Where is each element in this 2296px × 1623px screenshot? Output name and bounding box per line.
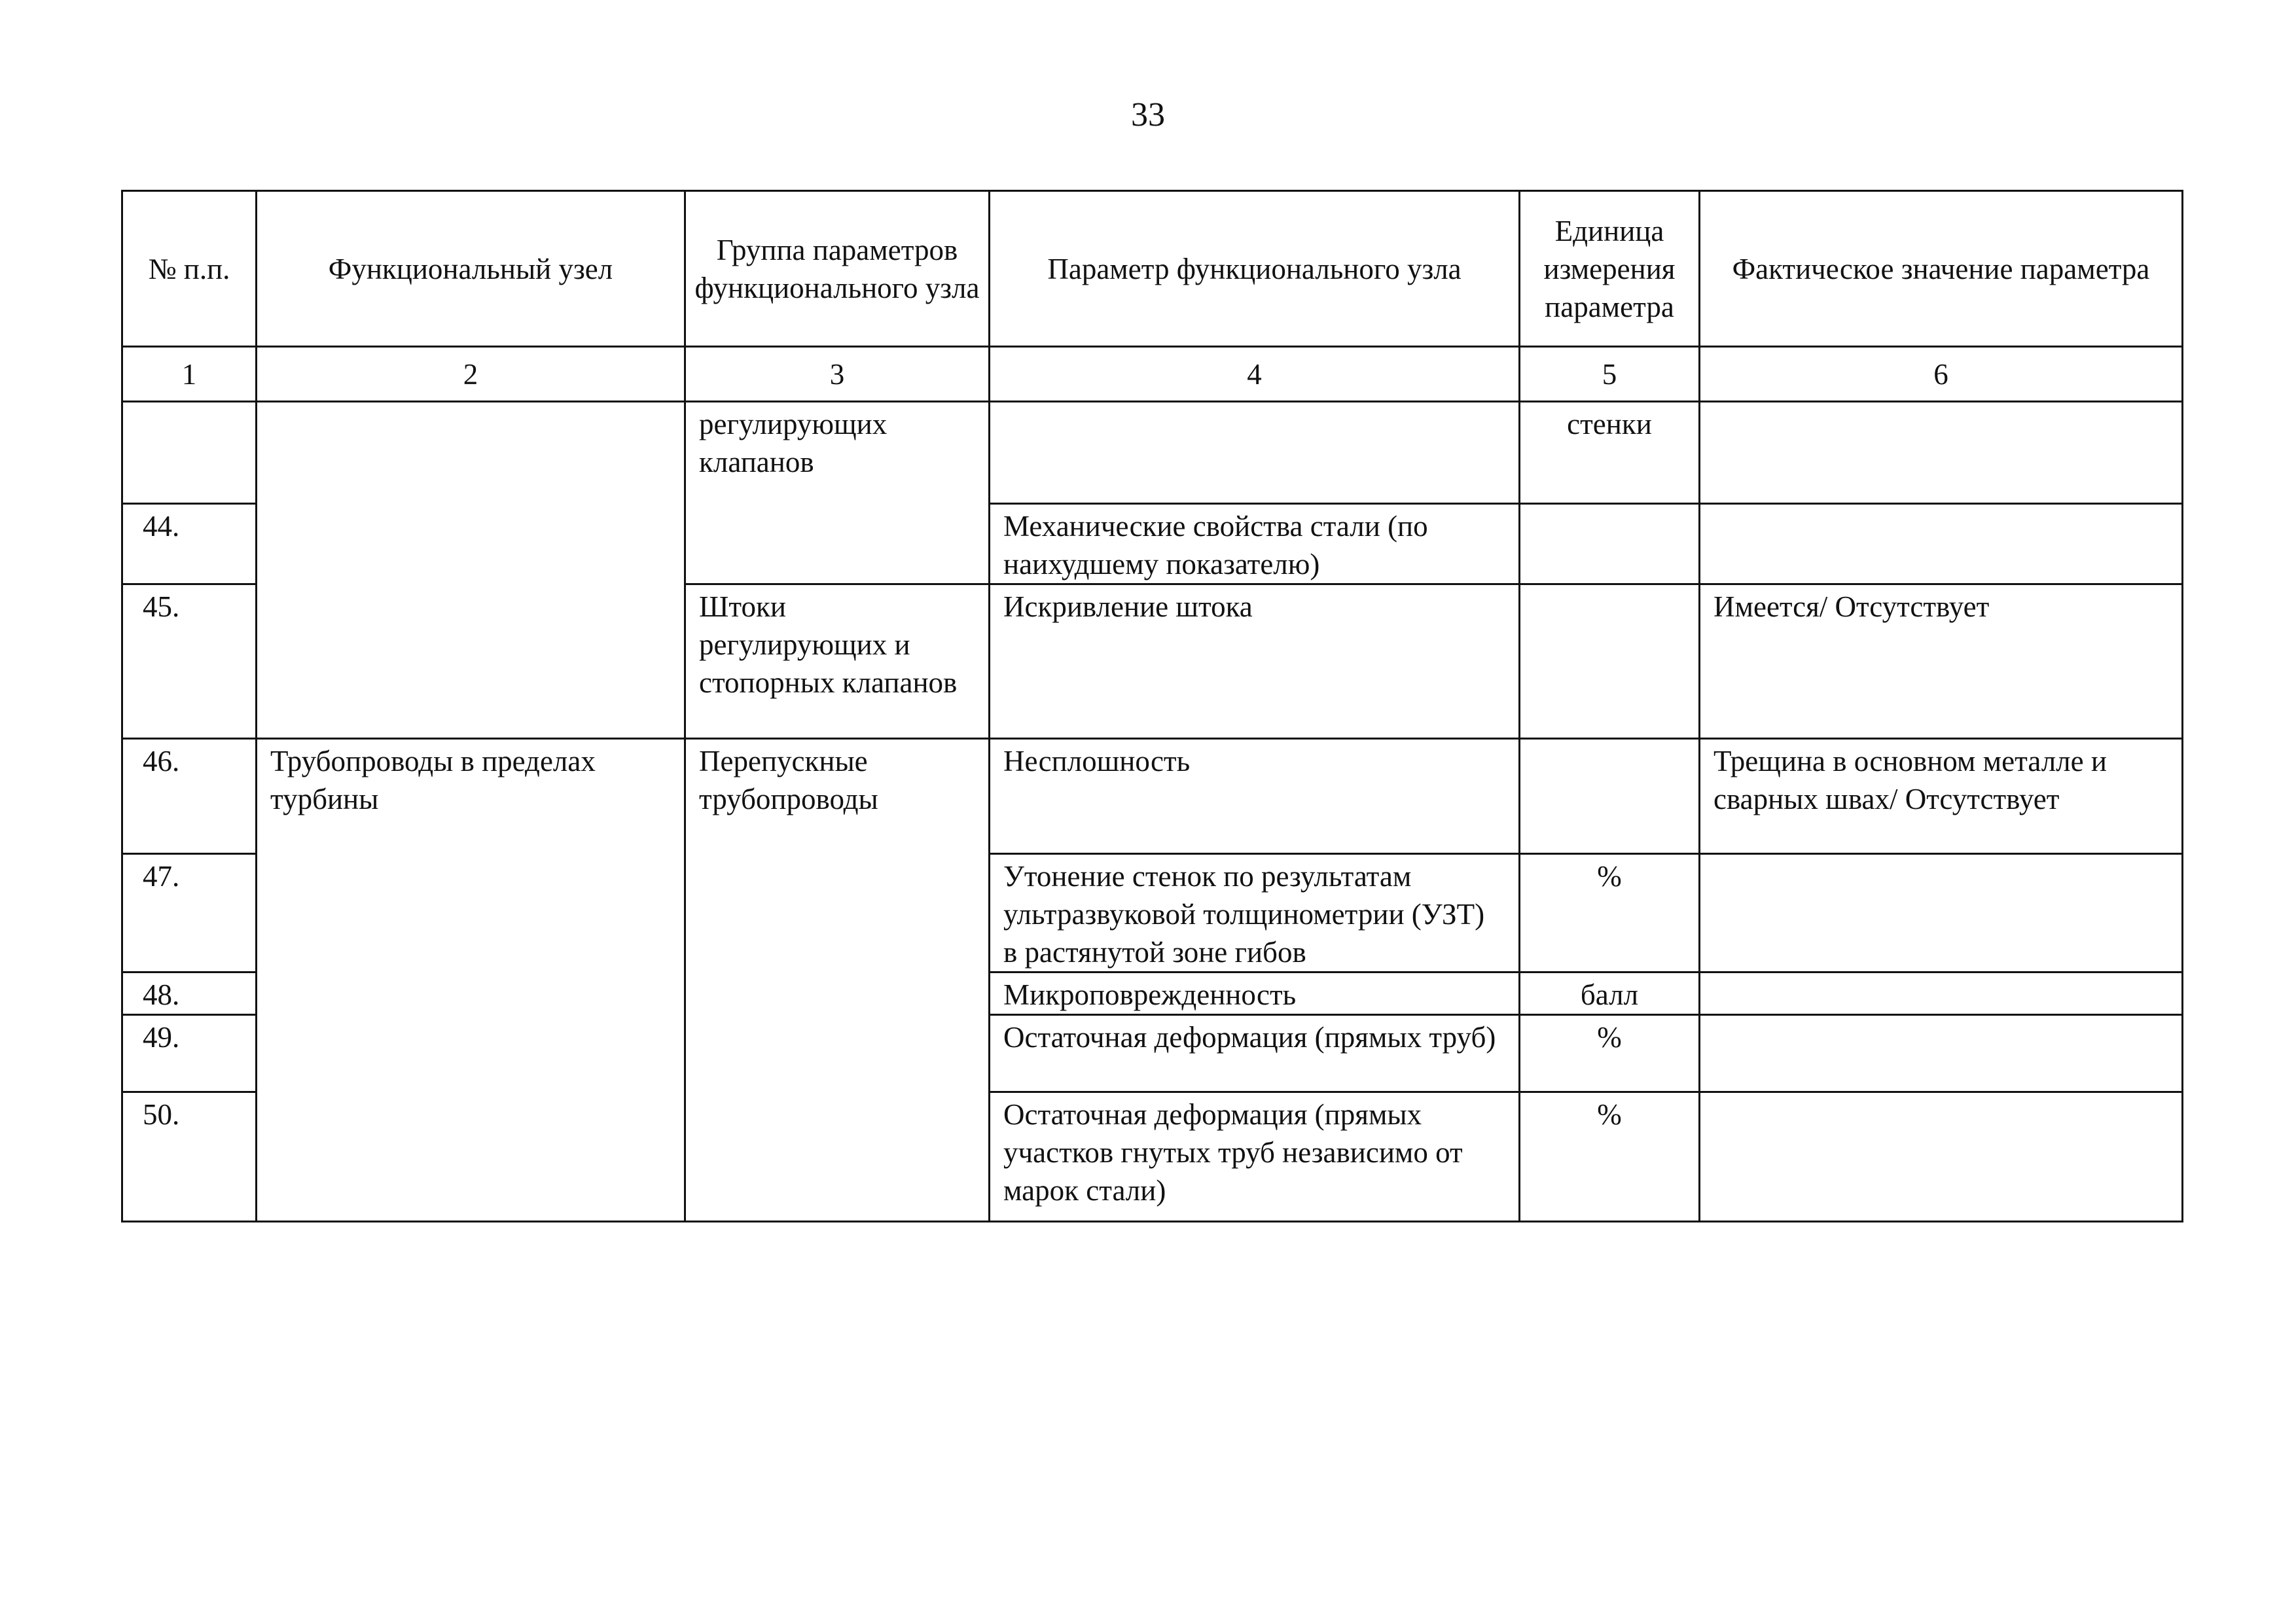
column-number: 3 <box>685 347 990 402</box>
row-number-cell: 49. <box>122 1015 257 1092</box>
value-cell <box>1700 972 2183 1015</box>
parameter-cell: Остаточная деформация (прямых участков гнутых труб независимо от марок стали) <box>990 1092 1520 1222</box>
value-cell <box>1700 1092 2183 1222</box>
unit-cell: стенки <box>1520 402 1700 504</box>
row-number-cell <box>122 402 257 504</box>
header-parameter-group: Группа параметров функционального узла <box>685 191 990 347</box>
value-cell <box>1700 402 2183 504</box>
row-number-cell: 48. <box>122 972 257 1015</box>
row-number-cell: 46. <box>122 739 257 854</box>
unit-cell <box>1520 504 1700 584</box>
row-number-cell: 47. <box>122 854 257 972</box>
column-number: 1 <box>122 347 257 402</box>
unit-cell <box>1520 584 1700 739</box>
page-number: 33 <box>1131 96 1165 134</box>
parameter-cell <box>990 402 1520 504</box>
value-cell: Имеется/ Отсутствует <box>1700 584 2183 739</box>
parameter-cell: Микроповрежденность <box>990 972 1520 1015</box>
unit-cell: % <box>1520 854 1700 972</box>
row-number-cell: 44. <box>122 504 257 584</box>
unit-cell <box>1520 739 1700 854</box>
column-number: 5 <box>1520 347 1700 402</box>
row-number-cell: 50. <box>122 1092 257 1222</box>
header-unit: Единица измерения параметра <box>1520 191 1700 347</box>
header-number: № п.п. <box>122 191 257 347</box>
unit-cell: % <box>1520 1015 1700 1092</box>
column-number: 2 <box>257 347 685 402</box>
group-cell: регулирующих клапанов <box>685 402 990 584</box>
parameters-table <box>121 190 2183 1222</box>
column-number-row <box>122 347 2183 402</box>
header-functional-node: Функциональный узел <box>257 191 685 347</box>
parameter-cell: Искривление штока <box>990 584 1520 739</box>
functional-node-cell: Трубопроводы в пределах турбины <box>257 739 685 1222</box>
value-cell: Трещина в основном металле и сварных швах/ Отсутствует <box>1700 739 2183 854</box>
functional-node-cell <box>257 402 685 739</box>
row-number-cell: 45. <box>122 584 257 739</box>
value-cell <box>1700 854 2183 972</box>
header-actual-value: Фактическое значение параметра <box>1700 191 2183 347</box>
header-parameter: Параметр функционального узла <box>990 191 1520 347</box>
parameter-cell: Несплошность <box>990 739 1520 854</box>
unit-cell: балл <box>1520 972 1700 1015</box>
parameter-cell: Утонение стенок по результатам ультразвуковой толщинометрии (УЗТ) в растянутой зоне гибов <box>990 854 1520 972</box>
table-row <box>122 739 2183 854</box>
group-cell: Штоки регулирующих и стопорных клапанов <box>685 584 990 739</box>
column-number: 4 <box>990 347 1520 402</box>
value-cell <box>1700 504 2183 584</box>
parameter-cell: Остаточная деформация (прямых труб) <box>990 1015 1520 1092</box>
value-cell <box>1700 1015 2183 1092</box>
table-header-row <box>122 191 2183 347</box>
group-cell: Перепускные трубопроводы <box>685 739 990 1222</box>
parameter-cell: Механические свойства стали (по наихудшему показателю) <box>990 504 1520 584</box>
table-row <box>122 402 2183 504</box>
unit-cell: % <box>1520 1092 1700 1222</box>
column-number: 6 <box>1700 347 2183 402</box>
